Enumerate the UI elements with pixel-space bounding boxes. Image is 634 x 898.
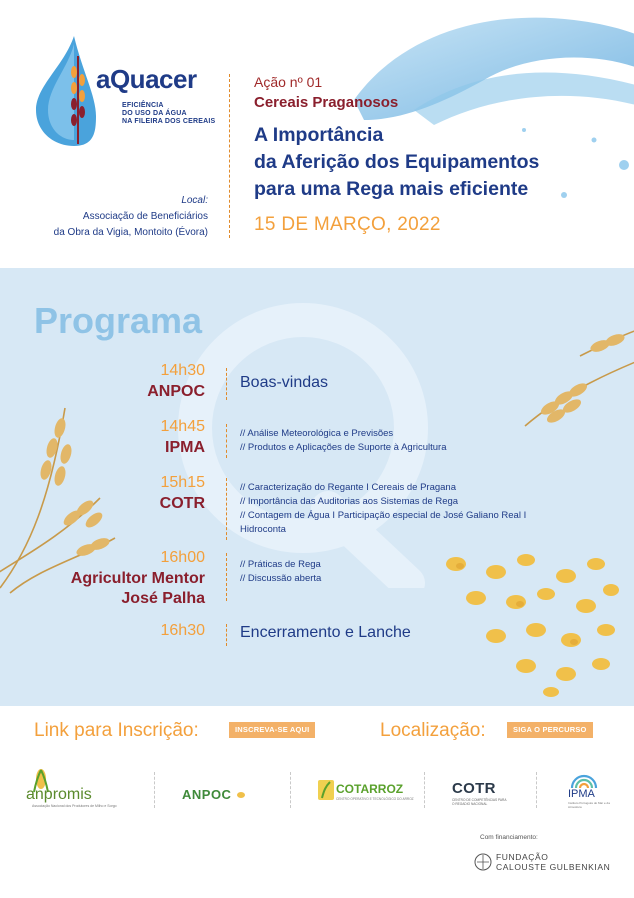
aquacer-logo [34, 36, 234, 146]
header [0, 0, 634, 268]
route-button[interactable]: SIGA O PERCURSO [507, 722, 593, 738]
session-activity: Encerramento e Lanche [240, 624, 411, 641]
gulbenkian-emblem-icon [474, 852, 492, 872]
gulbenkian-logo: FUNDAÇÃO CALOUSTE GULBENKIAN [474, 850, 614, 878]
session-organizer: ANPOC [147, 383, 205, 400]
rice-icon [318, 780, 334, 800]
session-divider [226, 368, 227, 400]
session-organizer: COTR [159, 495, 205, 512]
action-number: Ação nº 01 [254, 74, 323, 90]
event-location [20, 193, 208, 241]
session-items [240, 427, 580, 455]
anpoc-logo: ANPOC [182, 786, 272, 806]
session-organizer: IPMA [165, 439, 205, 456]
session-time: 16h30 [160, 622, 205, 639]
cotarroz-logo: COTARROZ CENTRO OPERATIVO E TECNOLÓGICO DO ARROZ [318, 780, 408, 814]
leaf-icon [236, 790, 246, 800]
event-subtitle: Cereais Praganosos [254, 94, 399, 111]
session-items [240, 481, 580, 537]
logo-brand-name: aQuacer [96, 64, 197, 94]
funding-label: Com financiamento: [480, 834, 538, 841]
programa-panel [0, 268, 634, 706]
location-link-label: Localização: [380, 720, 486, 741]
session-item: // Análise Meteorológica e Previsões [240, 428, 394, 439]
session-item: Hidroconta [240, 524, 286, 535]
partner-logos [0, 764, 634, 818]
location-label: Local: [181, 195, 208, 206]
wheat-ears-image [0, 388, 120, 598]
programa-title: Programa [34, 300, 203, 341]
session-item: // Práticas de Rega [240, 559, 321, 570]
session-item: // Discussão aberta [240, 573, 322, 584]
rainbow-arcs-icon [570, 770, 598, 788]
partner-divider [154, 772, 155, 808]
session-time: 14h30 [160, 362, 205, 379]
session-time: 16h00 [160, 549, 205, 566]
session-item: // Importância das Auditorias aos Sistemas de Rega [240, 496, 459, 507]
wheat-ears-image [520, 316, 634, 436]
session-organizer: José Palha [121, 590, 205, 607]
session-items [240, 558, 580, 586]
session-time: 15h15 [160, 474, 205, 491]
anpromis-logo: anpromis Associação Nacional dos Produtores de Milho e Sorgo [26, 768, 136, 812]
session-divider [226, 424, 227, 458]
session-item: // Caracterização do Regante I Cereais de Pragana [240, 482, 456, 493]
location-line: da Obra da Vigia, Montoito (Évora) [53, 227, 208, 238]
location-line: Associação de Beneficiários [82, 211, 208, 222]
registration-row [0, 718, 634, 748]
partner-divider [424, 772, 425, 808]
event-title: A Importância da Aferição dos Equipamentos para uma Rega mais eficiente [254, 124, 540, 200]
session-item: // Contagem de Água I Participação especial de José Galiano Real I [240, 510, 527, 521]
session-activity: Boas-vindas [240, 374, 329, 391]
event-date: 15 DE MARÇO, 2022 [254, 214, 441, 235]
logo-tagline: EFICIÊNCIA DO USO DA ÁGUA NA FILEIRA DOS CEREAIS [122, 102, 216, 125]
session-organizer: Agricultor Mentor [70, 570, 205, 587]
session-divider [226, 478, 227, 540]
session-item: // Produtos e Aplicações de Suporte à Agricultura [240, 442, 447, 453]
registration-label: Link para Inscrição: [34, 720, 199, 741]
register-button[interactable]: INSCREVA-SE AQUI [229, 722, 315, 738]
session-time: 14h45 [160, 418, 205, 435]
partner-divider [290, 772, 291, 808]
session-divider [226, 553, 227, 601]
header-divider [229, 74, 230, 238]
partner-divider [536, 772, 537, 808]
ipma-logo: IPMA Instituto Português do Mar e da Atmosfera [564, 770, 614, 814]
cotr-logo: COTR CENTRO DE COMPETÊNCIAS PARA O REGADIO NACIONAL [452, 780, 507, 806]
session-divider [226, 624, 227, 646]
